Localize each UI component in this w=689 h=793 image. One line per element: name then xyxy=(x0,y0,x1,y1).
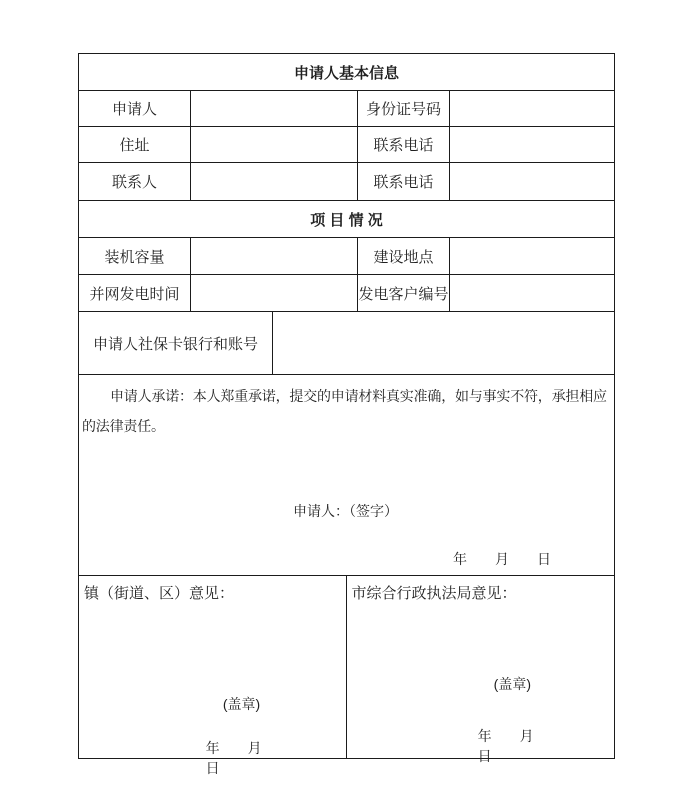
row-applicant xyxy=(79,91,614,127)
row-contact-person xyxy=(79,163,614,201)
row-bank-account xyxy=(79,312,614,375)
field-id-number xyxy=(450,91,614,126)
commitment-text: 申请人承诺：本人郑重承诺，提交的申请材料真实准确，如与事实不符，承担相应的法律责任。 xyxy=(82,388,607,434)
label-address: 住址 xyxy=(79,127,191,162)
field-contact-phone-1 xyxy=(450,127,614,162)
label-generation-customer-number: 发电客户编号 xyxy=(358,275,450,311)
field-construction-site xyxy=(450,238,614,274)
label-contact-phone-1: 联系电话 xyxy=(358,127,450,162)
field-applicant xyxy=(191,91,358,126)
opinion-date-line-town: 年 月 日 xyxy=(205,740,290,776)
commitment-cell xyxy=(79,375,614,575)
row-opinions xyxy=(79,576,614,776)
section-row-basic-info xyxy=(79,54,614,91)
section-row-project-info xyxy=(79,201,614,238)
opinion-title-enforcement-bureau: 市综合行政执法局意见： xyxy=(351,585,517,602)
field-contact-person xyxy=(191,163,358,200)
label-grid-connection-time: 并网发电时间 xyxy=(79,275,191,311)
opinion-cell-enforcement-bureau xyxy=(347,576,615,764)
field-contact-phone-2 xyxy=(450,163,614,200)
label-id-number: 身份证号码 xyxy=(358,91,450,126)
opinion-cell-town xyxy=(79,576,347,776)
label-installed-capacity: 装机容量 xyxy=(79,238,191,274)
label-social-security-bank-account: 申请人社保卡银行和账号 xyxy=(79,312,273,374)
field-social-security-bank-account xyxy=(273,312,614,374)
signature-date-line: 年 月 日 xyxy=(453,551,551,567)
row-grid-connection-time xyxy=(79,275,614,312)
application-form-table xyxy=(78,53,615,776)
seal-placeholder-town: (盖章) xyxy=(222,696,261,712)
section-header-project-info: 项 目 情 况 xyxy=(310,211,383,229)
row-commitment xyxy=(79,375,614,576)
label-construction-site: 建设地点 xyxy=(358,238,450,274)
field-grid-connection-time xyxy=(191,275,358,311)
field-generation-customer-number xyxy=(450,275,614,311)
signature-label: 申请人：（签字） xyxy=(293,503,398,519)
seal-placeholder-enforcement-bureau: (盖章) xyxy=(493,676,532,692)
field-installed-capacity xyxy=(191,238,358,274)
row-address xyxy=(79,127,614,163)
section-header-basic-info: 申请人基本信息 xyxy=(293,64,399,82)
label-contact-person: 联系人 xyxy=(79,163,191,200)
opinion-date-line-enforcement-bureau: 年 月 日 xyxy=(477,728,562,764)
label-contact-phone-2: 联系电话 xyxy=(358,163,450,200)
label-applicant: 申请人 xyxy=(79,91,191,126)
field-address xyxy=(191,127,358,162)
row-installed-capacity xyxy=(79,238,614,275)
opinion-title-town: 镇（街道、区）意见： xyxy=(84,585,235,602)
